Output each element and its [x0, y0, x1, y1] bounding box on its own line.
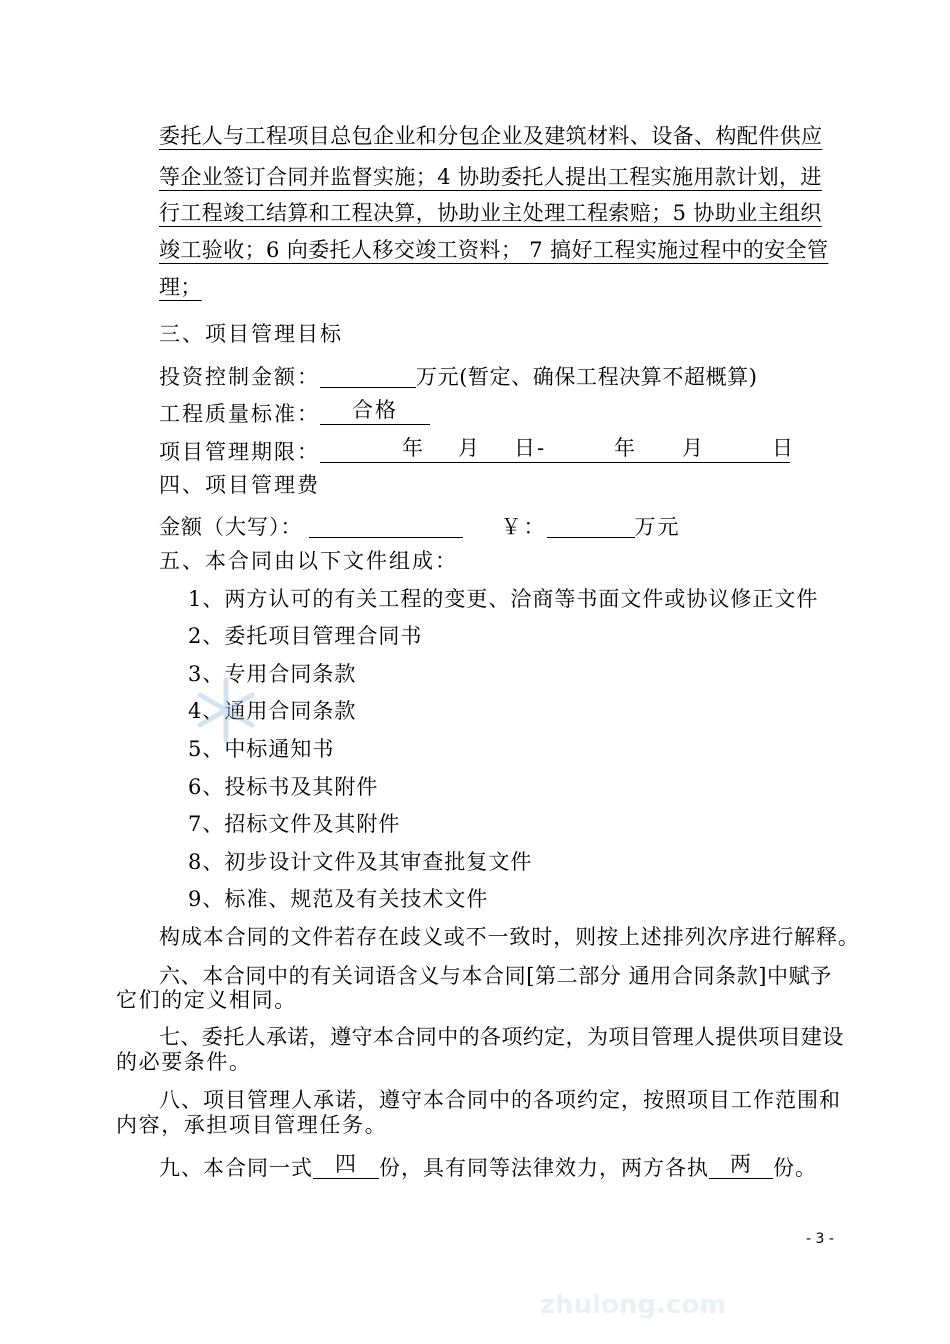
section9-middle: 份，具有同等法律效力，两方各执: [379, 1156, 709, 1181]
investment-suffix: 万元(暂定、确保工程决算不超概算): [416, 365, 758, 390]
section6-line-1: 六、本合同中的有关词语含义与本合同[第二部分 通用合同条款]中赋予: [159, 964, 832, 988]
intro-line-1: 委托人与工程项目总包企业和分包企业及建筑材料、设备、构配件供应: [159, 124, 823, 148]
period-year: 年: [402, 436, 425, 460]
doc-list-item-2: 2、委托项目管理合同书: [188, 624, 423, 648]
doc-list-item-7: 7、招标文件及其附件: [188, 812, 401, 836]
section5-conclusion: 构成本合同的文件若存在歧义或不一致时，则按上述排列次序进行解释。: [159, 925, 860, 949]
section5-heading: 五、本合同由以下文件组成：: [159, 549, 458, 573]
period-day-2: 日: [772, 436, 795, 460]
period-month-2: 月: [682, 436, 705, 460]
section8-line-2: 内容，承担项目管理任务。: [116, 1113, 388, 1137]
quality-value: 合格: [352, 398, 398, 422]
investment-row: [159, 363, 758, 388]
yen-blank: [547, 513, 635, 538]
quality-label: 工程质量标准：: [159, 402, 320, 427]
section4-heading: 四、项目管理费: [159, 473, 320, 497]
intro-line-5: 理；: [159, 275, 202, 299]
period-day-dash: 日-: [514, 436, 547, 460]
doc-list-item-5: 5、中标通知书: [188, 737, 335, 761]
fee-unit: 万元: [634, 515, 681, 540]
intro-line-2: 等企业签订合同并监督实施；4 协助委托人提出工程实施用款计划，进: [159, 165, 822, 189]
watermark-text: zhulong.com: [540, 1290, 727, 1320]
section7-line-2: 的必要条件。: [116, 1050, 252, 1074]
section6-line-2: 它们的定义相同。: [116, 988, 297, 1012]
fee-row: [159, 513, 681, 538]
section9-suffix: 份。: [773, 1156, 817, 1181]
section8-line-1: 八、项目管理人承诺，遵守本合同中的各项约定，按照项目工作范围和: [159, 1088, 841, 1112]
copies-total-blank: [313, 1154, 379, 1179]
section7-line-1: 七、委托人承诺，遵守本合同中的各项约定，为项目管理人提供项目建设: [159, 1025, 844, 1049]
period-label: 项目管理期限：: [159, 440, 320, 465]
section9-prefix: 九、本合同一式: [159, 1156, 313, 1181]
yen-label: ￥：: [500, 515, 547, 540]
intro-line-4: 竣工验收；6 向委托人移交竣工资料； 7 搞好工程实施过程中的安全管: [159, 238, 829, 262]
doc-list-item-1: 1、两方认可的有关工程的变更、洽商等书面文件或协议修正文件: [188, 587, 819, 611]
period-blank: [320, 436, 795, 463]
investment-label: 投资控制金额：: [159, 365, 320, 390]
intro-line-3: 行工程竣工结算和工程决算，协助业主处理工程索赔；5 协助业主组织: [159, 201, 822, 225]
amount-label: 金额（大写）：: [159, 515, 303, 540]
copies-each: 两: [730, 1152, 752, 1176]
snowflake-watermark-icon: [192, 676, 260, 744]
amount-blank: [309, 513, 463, 538]
doc-list-item-4: 4、通用合同条款: [188, 699, 357, 723]
doc-list-item-3: 3、专用合同条款: [188, 662, 357, 686]
doc-list-item-8: 8、初步设计文件及其审查批复文件: [188, 850, 533, 874]
copies-total: 四: [335, 1152, 357, 1176]
section3-heading: 三、项目管理目标: [159, 322, 343, 346]
quality-blank: [320, 400, 430, 425]
period-year-2: 年: [614, 436, 637, 460]
investment-blank: [320, 363, 416, 388]
doc-list-item-6: 6、投标书及其附件: [188, 775, 379, 799]
doc-list-item-9: 9、标准、规范及有关技术文件: [188, 887, 489, 911]
period-row: [159, 436, 795, 465]
copies-each-blank: [709, 1154, 773, 1179]
quality-row: [159, 400, 430, 425]
page-number: - 3 -: [806, 1231, 834, 1247]
section9-row: [159, 1154, 817, 1179]
period-month: 月: [458, 436, 481, 460]
